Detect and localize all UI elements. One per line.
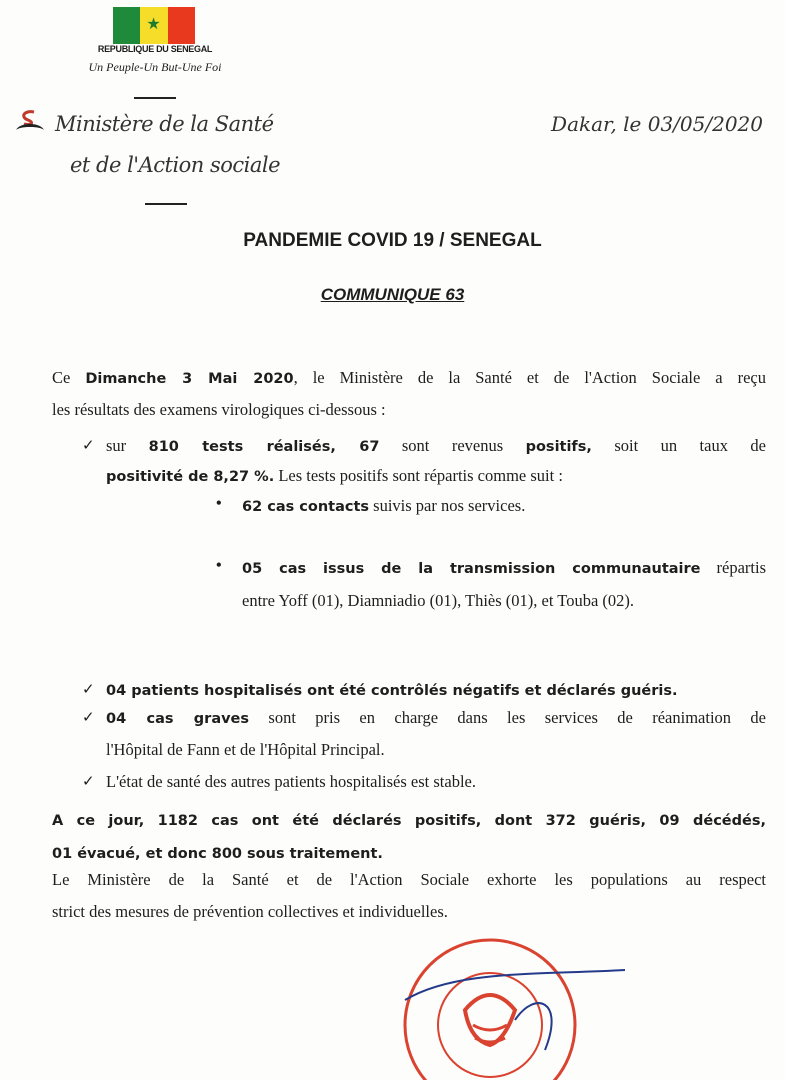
intro-line-1: Ce Dimanche 3 Mai 2020, le Ministère de la Santé et de l'Action Sociale a reçu	[52, 368, 766, 387]
national-motto: Un Peuple-Un But-Une Foi	[88, 60, 222, 74]
ministry-name-line2: et de l'Action sociale	[70, 153, 281, 177]
bullet-icon: •	[216, 557, 222, 574]
divider	[145, 203, 187, 205]
community-line-1: 05 cas issus de la transmission communautaire répartis	[242, 558, 766, 577]
check-icon: ✓	[82, 774, 95, 790]
ministry-name-line1: Ministère de la Santé	[55, 112, 274, 136]
community-line-2: entre Yoff (01), Diamniadio (01), Thiès (01), et Touba (02).	[242, 591, 635, 610]
bullet-icon: •	[216, 495, 222, 512]
tests-line-2: positivité de 8,27 %. Les tests positifs sont répartis comme suit :	[106, 466, 563, 485]
tests-line-1: sur 810 tests réalisés, 67 sont revenus positifs, soit un taux de	[106, 436, 766, 455]
summary-line-2: 01 évacué, et donc 800 sous traitement.	[52, 846, 383, 862]
stable-line: L'état de santé des autres patients hospitalisés est stable.	[106, 772, 476, 791]
communique-number: COMMUNIQUE 63	[320, 285, 465, 304]
contacts-line: 62 cas contacts suivis par nos services.	[242, 496, 526, 515]
recovered-line: 04 patients hospitalisés ont été contrôlés négatifs et déclarés guéris.	[106, 683, 678, 699]
intro-line-2: les résultats des examens virologiques ci-dessous :	[52, 400, 386, 419]
ministry-logo-icon	[12, 108, 48, 138]
check-icon: ✓	[82, 710, 95, 726]
official-stamp	[395, 930, 635, 1080]
check-icon: ✓	[82, 682, 95, 698]
check-icon: ✓	[82, 438, 95, 454]
star-icon: ★	[146, 16, 161, 33]
divider	[134, 97, 176, 99]
closing-line-1: Le Ministère de la Santé et de l'Action Sociale exhorte les populations au respect	[52, 870, 766, 889]
summary-line-1: A ce jour, 1182 cas ont été déclarés positifs, dont 372 guéris, 09 décédés,	[52, 813, 766, 829]
severe-line-1: 04 cas graves sont pris en charge dans les services de réanimation de	[106, 708, 766, 727]
closing-line-2: strict des mesures de prévention collectives et individuelles.	[52, 902, 448, 921]
document-date: Dakar, le 03/05/2020	[551, 112, 763, 136]
country-name: REPUBLIQUE DU SENEGAL	[97, 44, 213, 54]
senegal-flag	[113, 7, 195, 44]
document-title: PANDEMIE COVID 19 / SENEGAL	[243, 230, 542, 251]
severe-line-2: l'Hôpital de Fann et de l'Hôpital Principal.	[106, 740, 385, 759]
